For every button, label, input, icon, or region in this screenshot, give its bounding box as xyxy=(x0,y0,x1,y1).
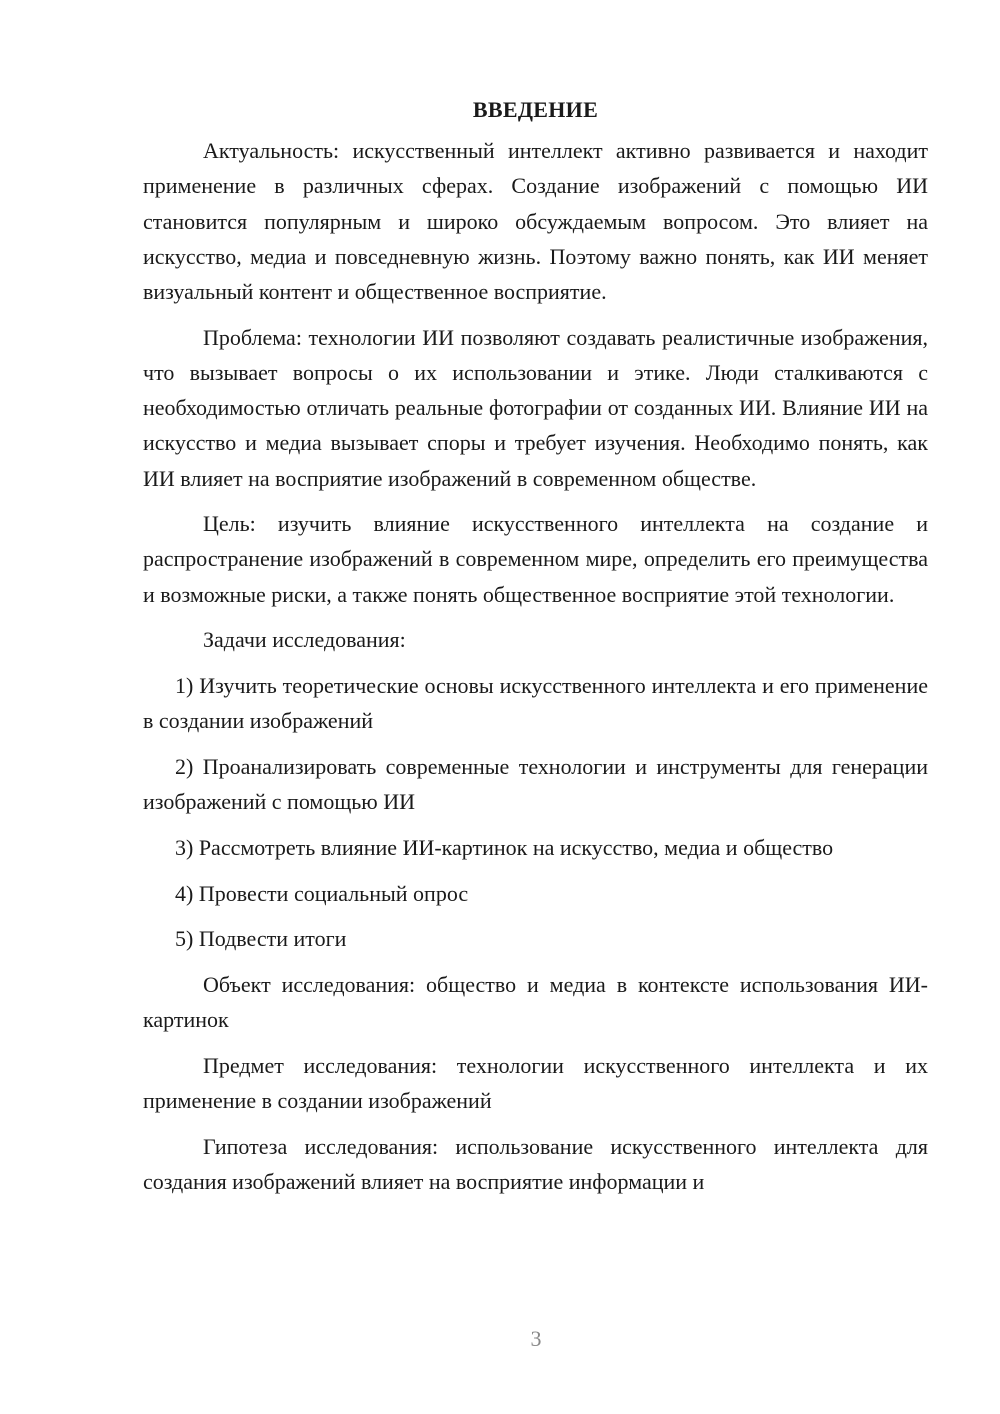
task-item: 2) Проанализировать современные технологии и инструменты для генерации изображений с помощью ИИ xyxy=(143,753,928,815)
paragraph-object: Объект исследования: общество и медиа в контексте использования ИИ-картинок xyxy=(143,971,928,1033)
paragraph-problem: Проблема: технологии ИИ позволяют создавать реалистичные изображения, что вызывает вопросы о их использовании и этике. Люди сталкиваются с необходимостью отличать реальные фотографии от созданных ИИ. Влияние ИИ на искусство и медиа вызывает споры и требует изучения. Необходимо понять, как ИИ влияет на восприятие изображений в современном обществе. xyxy=(143,324,928,491)
task-item: 3) Рассмотреть влияние ИИ-картинок на искусство, медиа и общество xyxy=(175,834,834,860)
task-item: 5) Подвести итоги xyxy=(175,926,347,952)
paragraph-relevance: Актуальность: искусственный интеллект активно развивается и находит применение в различных сферах. Создание изображений с помощью ИИ становится популярным и широко обсуждаемым вопросом. Это влияет на искусство, медиа и повседневную жизнь. Поэтому важно понять, как ИИ меняет визуальный контент и общественное восприятие. xyxy=(143,138,928,305)
document-page xyxy=(143,92,928,1199)
page-number: 3 xyxy=(530,1326,542,1351)
paragraph-goal: Цель: изучить влияние искусственного интеллекта на создание и распространение изображений в современном мире, определить его преимущества и возможные риски, а также понять общественное восприятие этой технологии. xyxy=(143,511,928,607)
task-item: 4) Провести социальный опрос xyxy=(175,880,469,906)
task-item: 1) Изучить теоретические основы искусственного интеллекта и его применение в создании изображений xyxy=(143,673,928,734)
section-title: ВВЕДЕНИЕ xyxy=(472,97,599,122)
paragraph-hypothesis: Гипотеза исследования: использование искусственного интеллекта для создания изображений влияет на восприятие информации и xyxy=(143,1133,928,1194)
paragraph-subject: Предмет исследования: технологии искусственного интеллекта и их применение в создании изображений xyxy=(143,1052,928,1114)
tasks-heading: Задачи исследования: xyxy=(203,627,406,653)
